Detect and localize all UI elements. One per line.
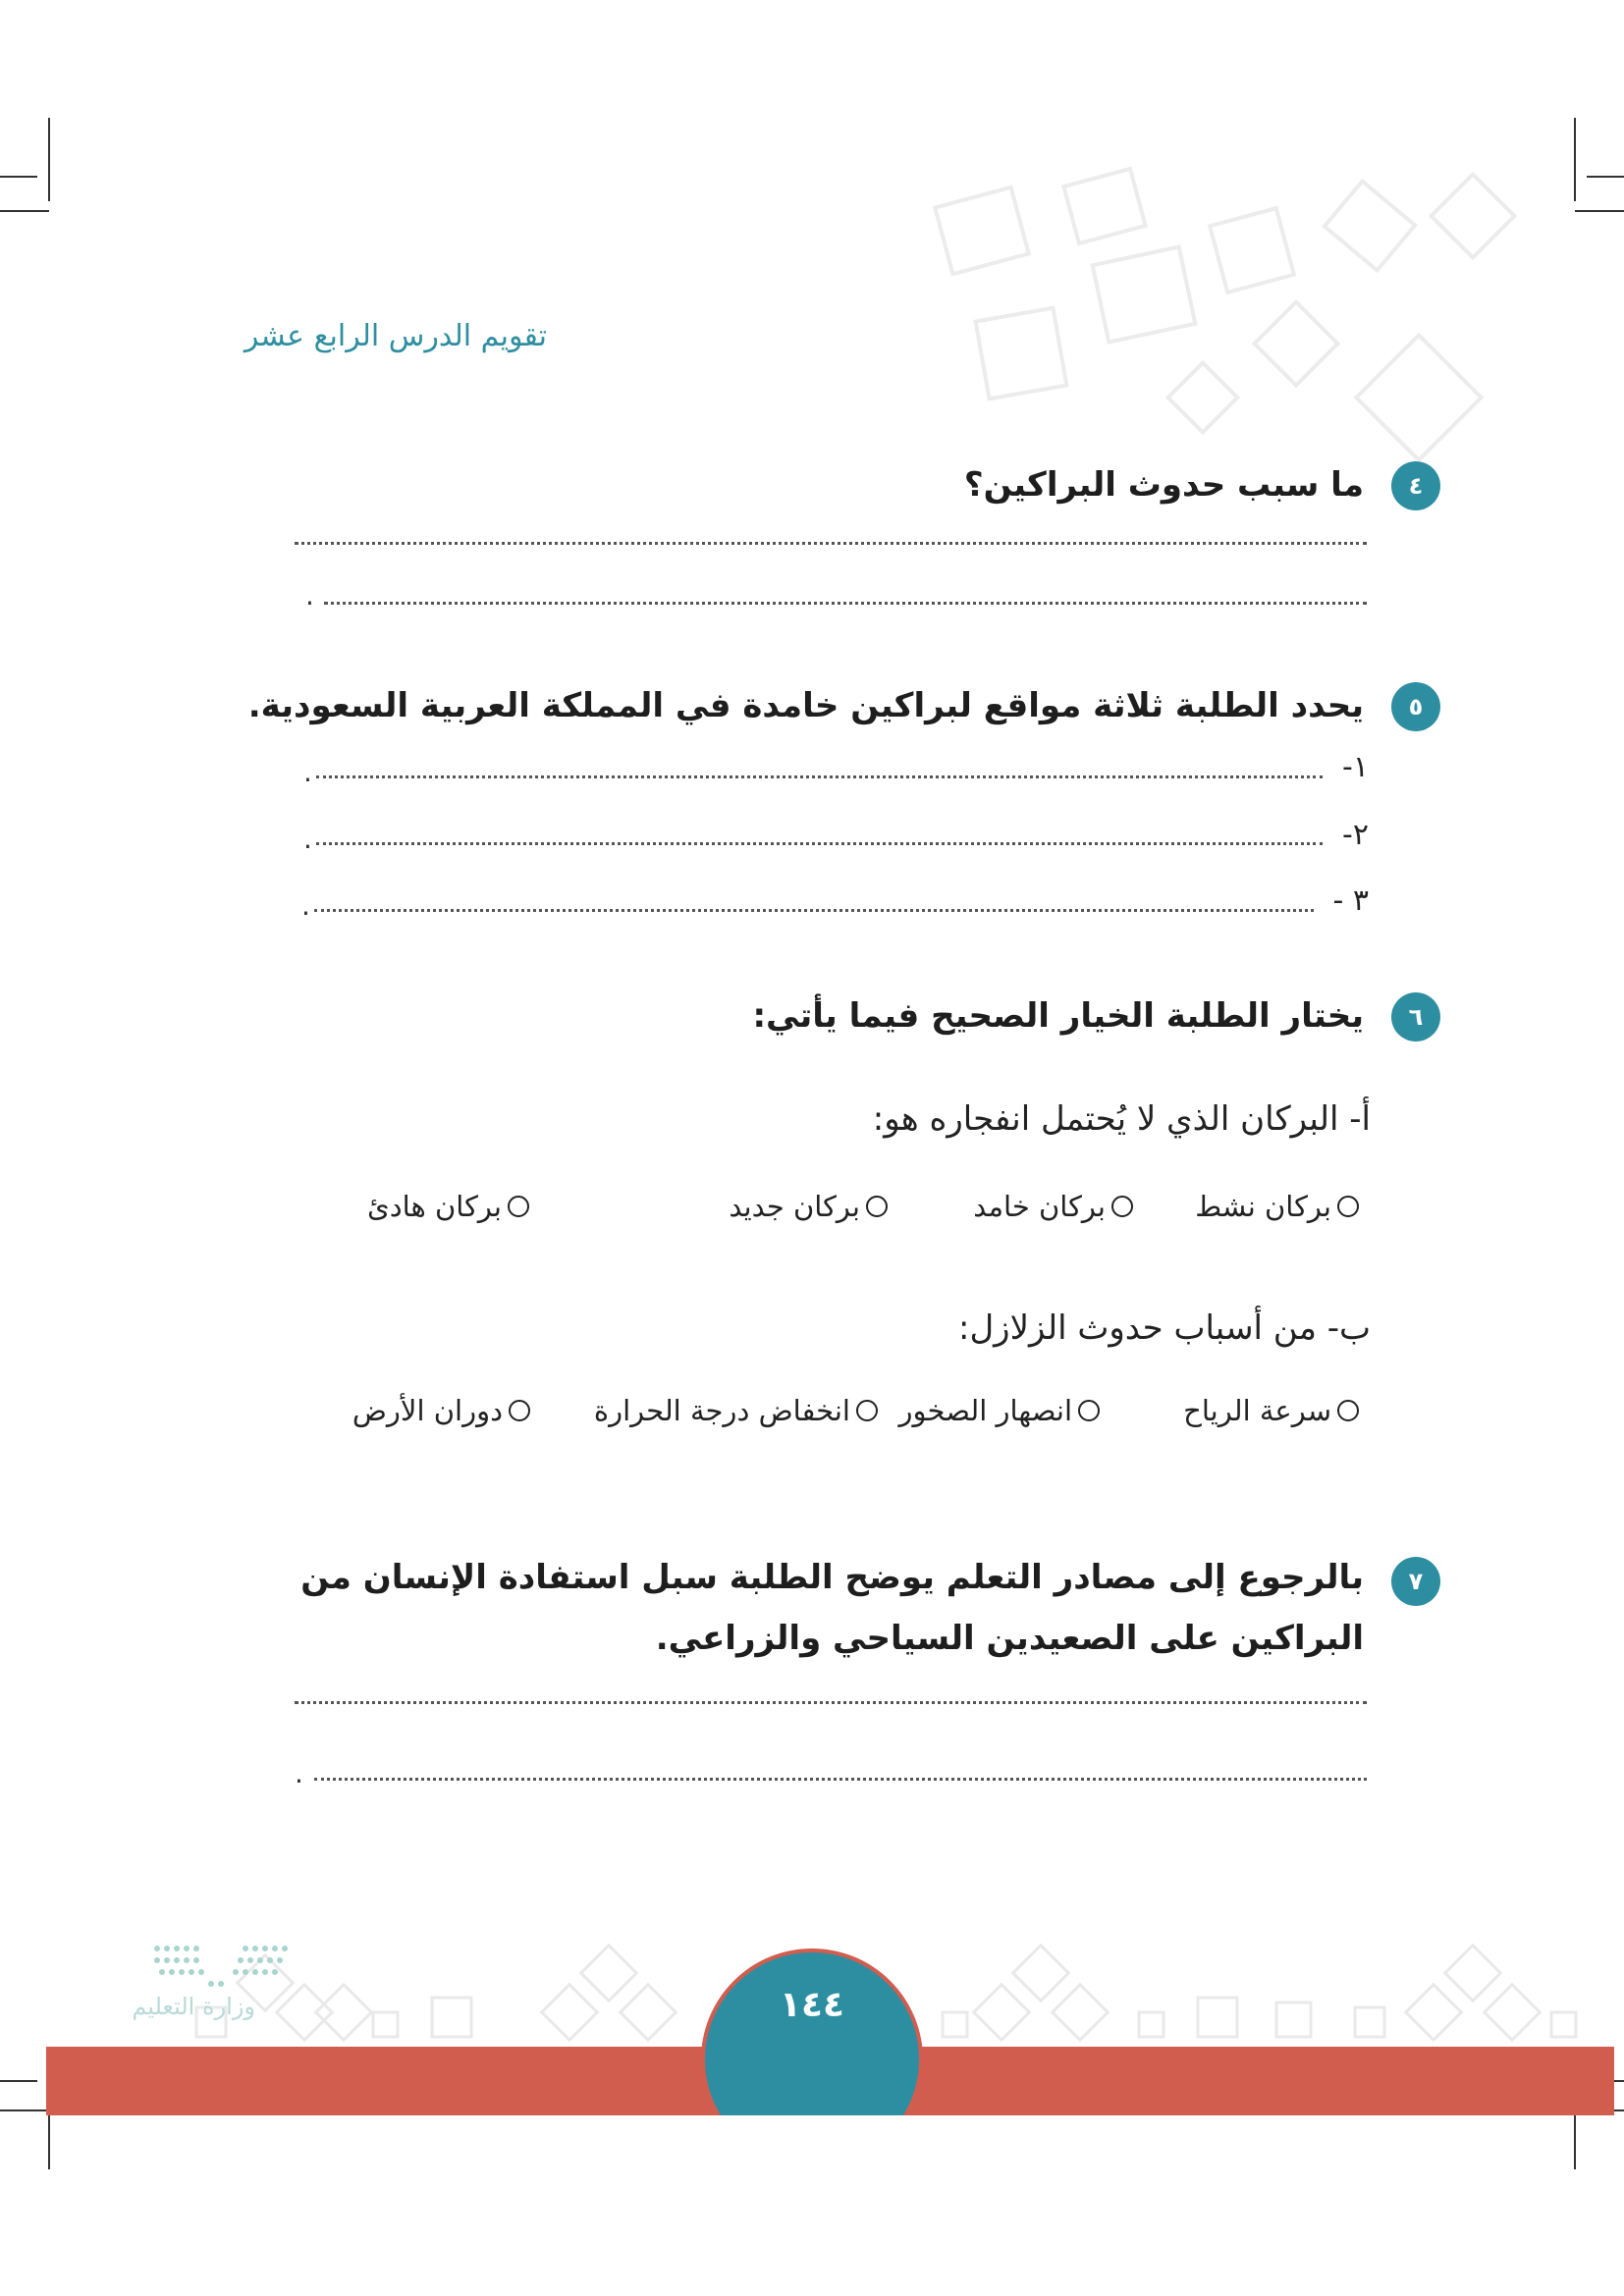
question-number-badge: ٧ [1391,1557,1440,1606]
radio-button[interactable] [508,1196,529,1217]
answer-line-period: . [305,579,314,612]
question-6a-prompt: أ- البركان الذي لا يُحتمل انفجاره هو: [872,1099,1371,1139]
radio-button[interactable] [856,1400,878,1421]
question-number-badge: ٤ [1391,461,1440,510]
option-active-volcano[interactable] [1195,1190,1359,1223]
lesson-title: تقويم الدرس الرابع عشر [244,319,547,353]
option-label: انخفاض درجة الحرارة [593,1394,850,1427]
answer-line[interactable] [314,1778,1367,1781]
option-rock-melting[interactable] [899,1394,1100,1427]
answer-line-period: . [303,823,312,855]
answer-line-period: . [295,1757,303,1789]
question-5 [247,682,1440,741]
question-7 [272,1557,1440,1684]
question-5-text: يحدد الطلبة ثلاثة مواقع لبراكين خامدة في المملكة العربية السعودية. [247,686,1364,725]
option-label: بركان هادئ [367,1190,502,1223]
option-wind-speed[interactable] [1183,1394,1359,1427]
question-4-text: ما سبب حدوث البراكين؟ [963,465,1364,505]
question-6 [360,992,1440,1051]
option-label: انصهار الصخور [898,1394,1072,1427]
radio-button[interactable] [509,1400,530,1421]
question-6-text: يختار الطلبة الخيار الصحيح فيما يأتي: [752,996,1364,1036]
footer-mask [687,2115,943,2296]
option-label: بركان خامد [973,1190,1106,1223]
radio-button[interactable] [1078,1400,1100,1421]
answer-line-period: . [303,756,312,788]
answer-line[interactable] [316,775,1323,778]
option-label: دوران الأرض [352,1394,503,1427]
option-new-volcano[interactable] [729,1190,888,1223]
radio-button[interactable] [1111,1196,1133,1217]
question-number-badge: ٥ [1391,682,1440,731]
list-item-number: ٢- [1342,818,1369,852]
question-6b-prompt: ب- من أسباب حدوث الزلازل: [958,1308,1371,1348]
answer-line[interactable] [295,1701,1367,1704]
answer-line[interactable] [316,842,1323,845]
list-item-number: ١- [1342,750,1369,784]
option-label: بركان جديد [729,1190,860,1223]
option-quiet-volcano[interactable] [367,1190,529,1223]
option-label: سرعة الرياح [1183,1394,1331,1427]
page-number-text: ١٤٤ [780,1985,844,2025]
radio-button[interactable] [1337,1196,1359,1217]
option-label: بركان نشط [1195,1190,1331,1223]
radio-button[interactable] [866,1196,888,1217]
question-4 [360,461,1440,520]
option-earth-rotation[interactable] [352,1394,530,1427]
question-number-badge: ٦ [1391,992,1440,1041]
ministry-name: وزارة التعليم [132,1993,255,2020]
radio-button[interactable] [1337,1400,1359,1421]
option-temperature-drop[interactable] [594,1394,878,1427]
question-7-text: بالرجوع إلى مصادر التعلم يوضح الطلبة سبل استفادة الإنسان من البراكين على الصعيدين السياحي والزراعي. [300,1558,1364,1658]
list-item-number: ٣ - [1332,883,1369,918]
option-dormant-volcano[interactable] [973,1190,1133,1223]
answer-line[interactable] [314,909,1314,912]
answer-line[interactable] [295,542,1367,545]
answer-line[interactable] [324,602,1367,605]
answer-line-period: . [301,889,310,922]
